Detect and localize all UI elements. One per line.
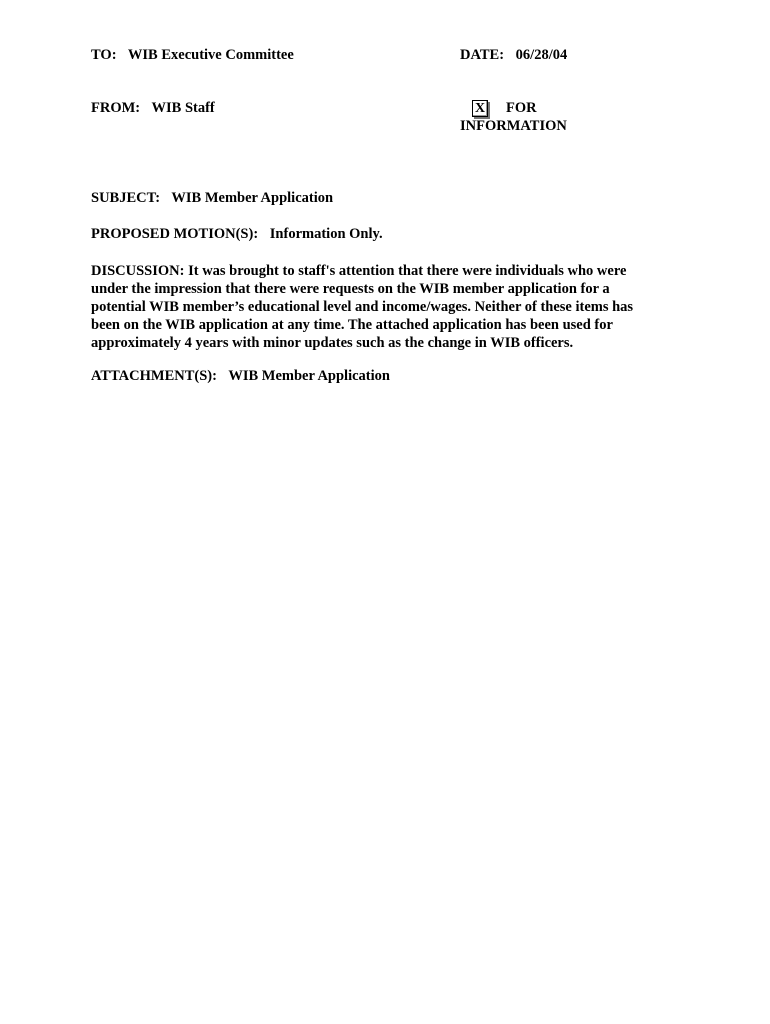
date-line — [460, 47, 567, 64]
to-value: WIB Executive Committee — [127, 47, 294, 63]
from-label: FROM: — [91, 100, 141, 116]
to-line — [91, 47, 294, 64]
information-label: INFORMATION — [460, 118, 567, 134]
subject-line — [91, 190, 333, 207]
date-label: DATE: — [460, 47, 505, 63]
proposed-motion-label: PROPOSED MOTION(S): — [91, 226, 259, 242]
for-information-line — [460, 100, 567, 118]
discussion-line: been on the WIB application at any time. The attached application has been used for — [91, 317, 613, 333]
subject-value: WIB Member Application — [171, 190, 334, 206]
discussion-paragraph — [91, 262, 691, 352]
from-value: WIB Staff — [151, 100, 215, 116]
from-line — [91, 100, 215, 117]
discussion-line: under the impression that there were requests on the WIB member application for a — [91, 281, 610, 297]
proposed-motion-line — [91, 226, 383, 243]
date-value: 06/28/04 — [515, 47, 568, 63]
proposed-motion-value: Information Only. — [269, 226, 383, 242]
attachment-value[interactable]: WIB Member Application — [228, 368, 390, 384]
for-label: FOR — [506, 100, 537, 116]
subject-label: SUBJECT: — [91, 190, 161, 206]
attachment-label: ATTACHMENT(S): — [91, 368, 217, 384]
discussion-line: DISCUSSION: It was brought to staff's attention that there were individuals who were — [91, 263, 627, 279]
discussion-line: potential WIB member’s educational level and income/wages. Neither of these items has — [91, 299, 634, 315]
discussion-line: approximately 4 years with minor updates such as the change in WIB officers. — [91, 335, 574, 351]
for-information-checkbox[interactable]: X — [472, 100, 488, 117]
to-label: TO: — [91, 47, 117, 63]
for-information-block — [460, 100, 567, 135]
attachment-line — [91, 368, 390, 385]
